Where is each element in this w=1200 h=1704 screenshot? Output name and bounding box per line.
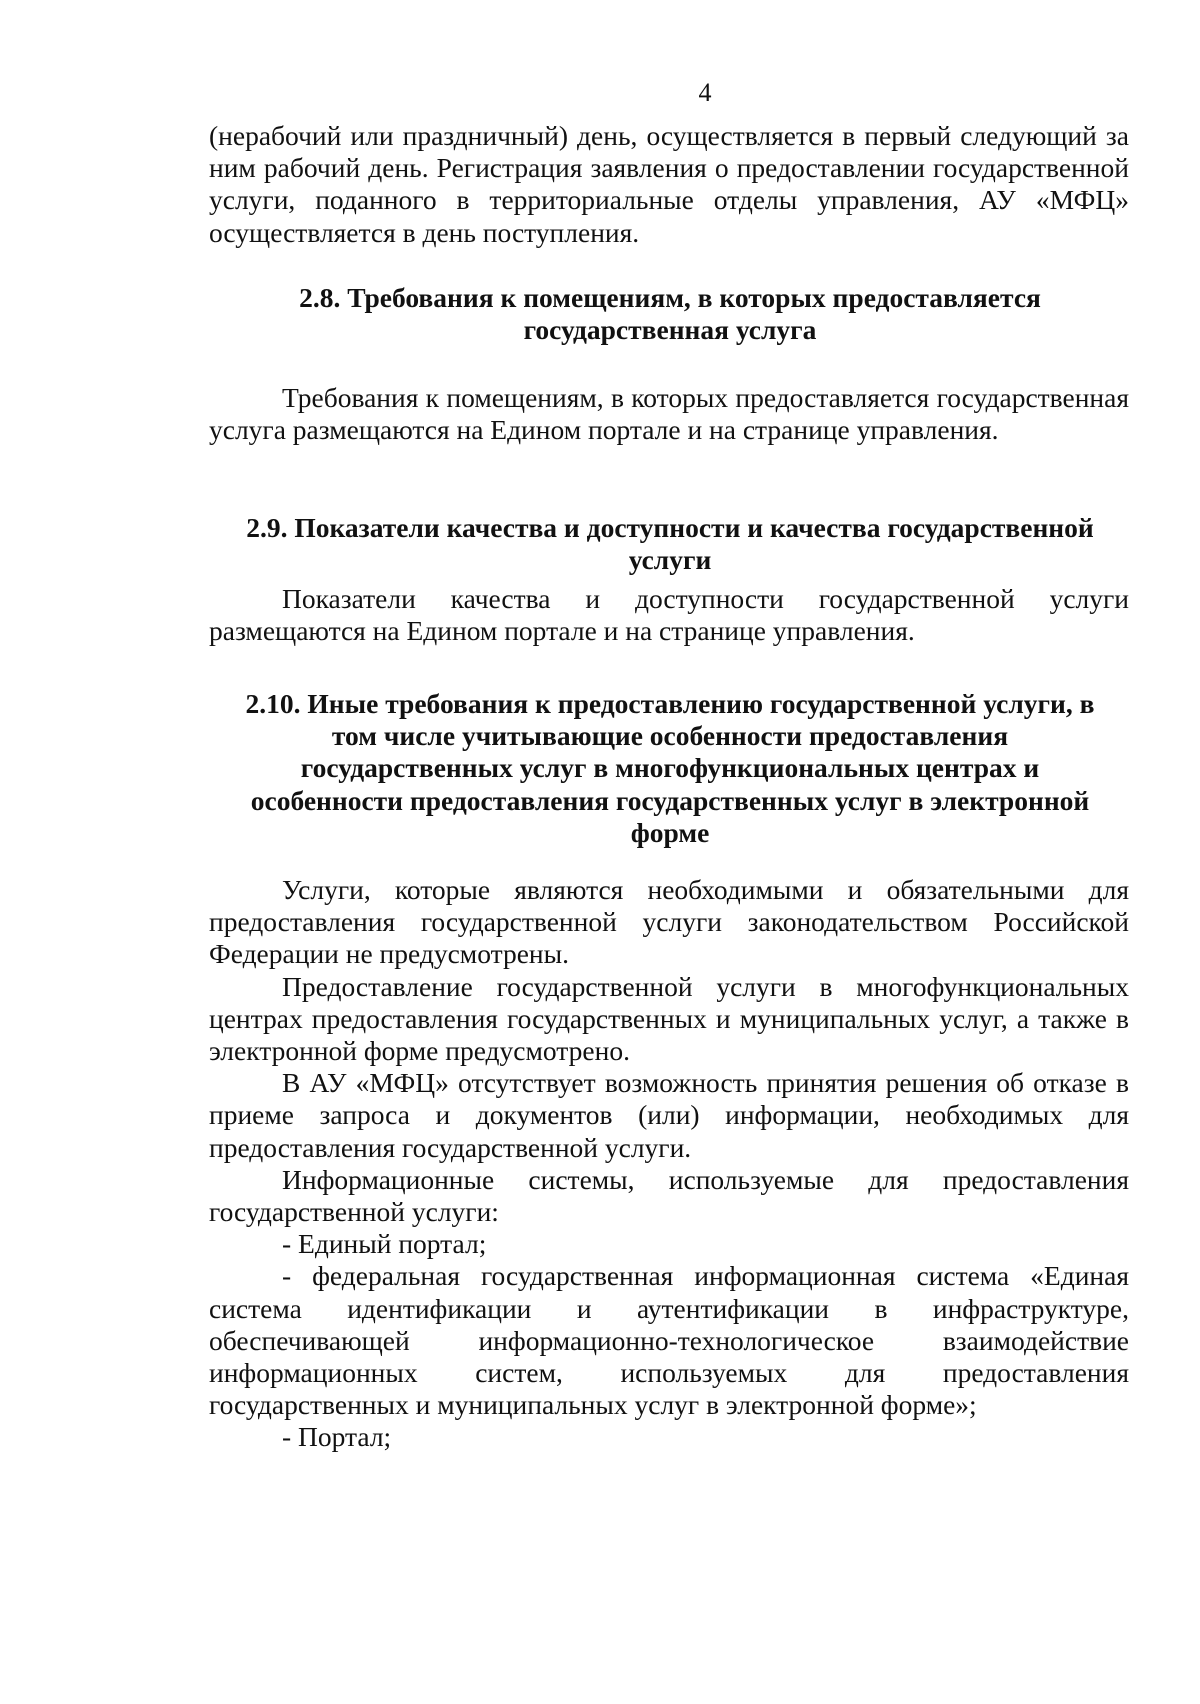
section-2-10-body	[209, 874, 1129, 1454]
list-item: - федеральная государственная информационная система «Единая система идентификации и аутентификации в инфраструктуре, обеспечивающей информационно-технологическое взаимодействие информационных систем, используемых для предоставления государственных и муниципальных услуг в электронной форме»;	[209, 1260, 1129, 1421]
section-2-8-heading	[180, 282, 1160, 346]
list-item: - Портал;	[282, 1421, 392, 1453]
list-item: - Единый портал;	[282, 1228, 487, 1260]
intro-paragraph: (нерабочий или праздничный) день, осуществляется в первый следующий за ним рабочий день. Регистрация заявления о предоставлении государственной услуги, поданного в территориальные отделы управления, АУ «МФЦ» осуществляется в день поступления.	[209, 120, 1129, 248]
section-2-8-heading-line2: государственная услуга	[523, 314, 817, 346]
intro-paragraph-block	[209, 120, 1129, 249]
page-number: 4	[698, 78, 712, 107]
paragraph: В АУ «МФЦ» отсутствует возможность принятия решения об отказе в приеме запроса и документов (или) информации, необходимых для предоставления государственной услуги.	[209, 1067, 1129, 1163]
section-2-10-heading-line: государственных услуг в многофункциональных центрах и	[300, 752, 1040, 784]
section-2-9-body	[209, 583, 1129, 647]
section-2-8-heading-line1: 2.8. Требования к помещениям, в которых предоставляется	[299, 282, 1041, 313]
section-2-9-heading	[180, 512, 1160, 576]
section-2-10-heading	[170, 688, 1170, 849]
section-2-8-body	[209, 382, 1129, 446]
section-2-10-heading-line: том числе учитывающие особенности предоставления	[331, 720, 1009, 752]
section-2-9-paragraph: Показатели качества и доступности государственной услуги размещаются на Едином портале и на странице управления.	[209, 583, 1129, 647]
paragraph: Услуги, которые являются необходимыми и обязательными для предоставления государственной услуги законодательством Российской Федерации не предусмотрены.	[209, 874, 1129, 970]
section-2-10-heading-line: 2.10. Иные требования к предоставлению государственной услуги, в	[245, 688, 1095, 719]
section-2-10-heading-line: форме	[630, 816, 710, 848]
section-2-9-heading-line2: услуги	[628, 544, 712, 576]
section-2-9-heading-line1: 2.9. Показатели качества и доступности и качества государственной	[246, 512, 1094, 543]
paragraph: Информационные системы, используемые для предоставления государственной услуги:	[209, 1163, 1129, 1228]
paragraph: Предоставление государственной услуги в многофункциональных центрах предоставления государственных и муниципальных услуг, а также в электронной форме предусмотрено.	[209, 970, 1129, 1067]
section-2-8-paragraph: Требования к помещениям, в которых предоставляется государственная услуга размещаются на Едином портале и на странице управления.	[209, 382, 1129, 446]
section-2-10-heading-line: особенности предоставления государственных услуг в электронной	[250, 784, 1090, 816]
